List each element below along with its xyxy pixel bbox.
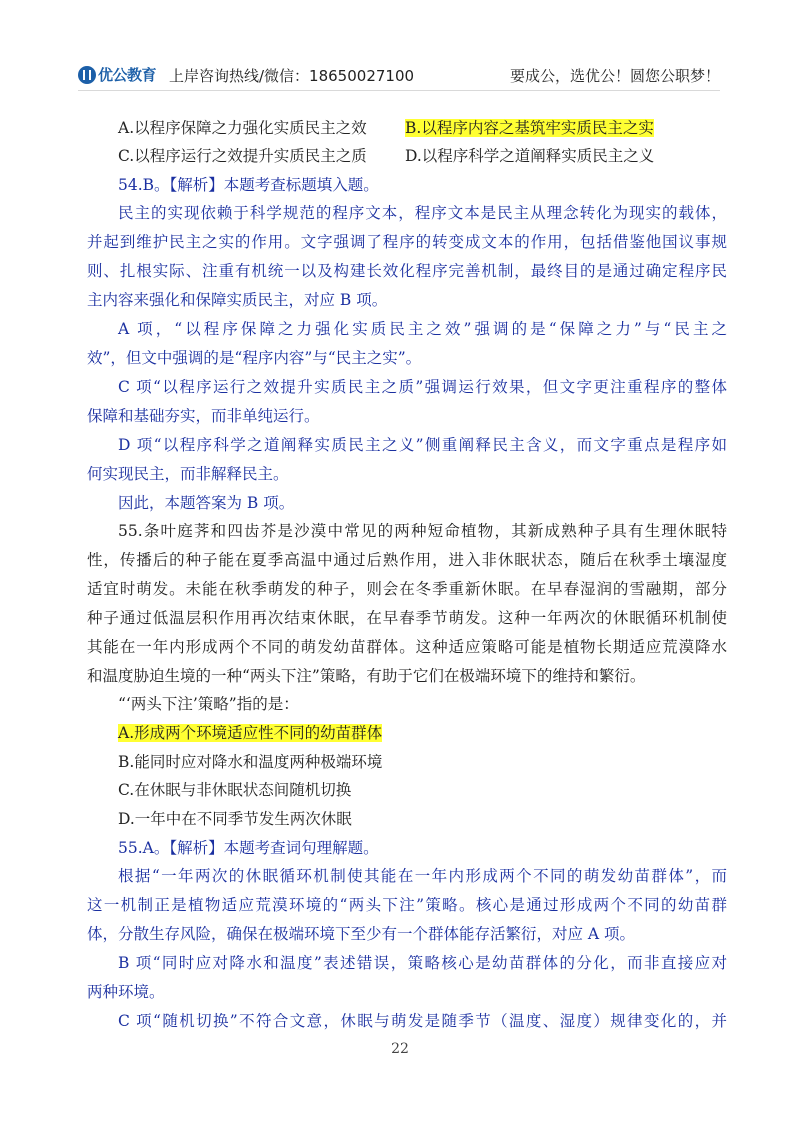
q54-option-d-analysis: 何实现民主，而非解释民主。 (87, 465, 289, 483)
q54-option-c-analysis: 保障和基础夯实，而非单纯运行。 (87, 407, 320, 425)
brand-name: 优公教育 (98, 66, 157, 84)
q54-conclusion: 因此，本题答案为 B 项。 (118, 494, 295, 512)
q55-option-b-analysis: B 项“同时应对降水和温度”表述错误，策略核心是幼苗群体的分化，而非直接应对 (118, 954, 727, 972)
q54-option-d-analysis: D 项“以程序科学之道阐释实质民主之义”侧重阐释民主含义，而文字重点是程序如 (118, 436, 727, 454)
q55-stem-line: 性，传播后的种子能在夏季高温中通过后熟作用，进入非休眠状态，随后在秋季土壤湿度 (87, 551, 727, 569)
page-header (78, 62, 720, 91)
q55-analysis-line: 根据“一年两次的休眠循环机制使其能在一年内形成两个不同的萌发幼苗群体”，而 (118, 867, 727, 885)
q55-analysis-line: 体，分散生存风险，确保在极端环境下至少有一个群体能存活繁衍，对应 A 项。 (87, 925, 636, 943)
q54-analysis-line: 民主的实现依赖于科学规范的程序文本，程序文本是民主从理念转化为现实的载体， (118, 204, 727, 222)
q55-stem-line: 种子通过低温层积作用再次结束休眠，在早春季节萌发。这种一年两次的休眠循环机制使 (87, 609, 727, 627)
page-number: 22 (391, 1041, 409, 1057)
brand-logo-icon (78, 66, 96, 84)
q54-option-b-highlight: B.以程序内容之基筑牢实质民主之实 (405, 119, 654, 137)
q55-stem-line: 其能在一年内形成两个不同的萌发幼苗群体。这种适应策略可能是植物长期适应荒漠降水 (87, 638, 727, 656)
q55-option-d: D.一年中在不同季节发生两次休眠 (118, 810, 352, 828)
q54-option-a-analysis: A 项，“以程序保障之力强化实质民主之效”强调的是“保障之力”与“民主之 (118, 320, 727, 338)
q54-analysis-line: 则、扎根实际、注重有机统一以及构建长效化程序完善机制，最终目的是通过确定程序民 (87, 262, 727, 280)
q54-analysis-line: 并起到维护民主之实的作用。文字强调了程序的转变成文本的作用，包括借鉴他国议事规 (87, 233, 727, 251)
q54-option-c-analysis: C 项“以程序运行之效提升实质民主之质”强调运行效果，但文字更注重程序的整体 (118, 378, 727, 396)
q55-stem-line: 55.条叶庭荠和四齿芥是沙漠中常见的两种短命植物，其新成熟种子具有生理休眠特 (118, 522, 727, 540)
q54-analysis-line: 主内容来强化和保障实质民主，对应 B 项。 (87, 291, 388, 309)
q54-option-a-analysis: 效”，但文中强调的是“程序内容”与“民主之实”。 (87, 349, 422, 367)
q55-option-c: C.在休眠与非休眠状态间随机切换 (118, 781, 352, 799)
q55-option-a (118, 723, 758, 743)
q55-analysis-line: 这一机制正是植物适应荒漠环境的“两头下注”策略。核心是通过形成两个不同的幼苗群 (87, 896, 727, 914)
brand-logo (78, 64, 156, 85)
q54-option-c: C.以程序运行之效提升实质民主之质 (118, 147, 367, 165)
q55-question: “‘两头下注’策略”指的是： (118, 695, 299, 713)
hotline-text: 上岸咨询热线/微信：18650027100 (169, 67, 415, 85)
q55-stem-line: 和温度胁迫生境的一种“两头下注”策略，有助于它们在极端环境下的维持和繁衍。 (87, 667, 646, 685)
q55-option-a-highlight: A.形成两个环境适应性不同的幼苗群体 (118, 724, 383, 742)
q54-answer-heading: 54.B。【解析】本题考查标题填入题。 (118, 176, 379, 194)
q55-option-b: B.能同时应对降水和温度两种极端环境 (118, 753, 383, 771)
q55-option-b-analysis: 两种环境。 (87, 983, 165, 1001)
q54-option-a: A.以程序保障之力强化实质民主之效 (118, 119, 367, 137)
q54-option-b (405, 118, 654, 138)
q55-option-c-analysis: C 项“随机切换”不符合文意，休眠与萌发是随季节（温度、湿度）规律变化的，并 (118, 1012, 727, 1030)
q55-stem-line: 适宜时萌发。未能在秋季萌发的种子，则会在冬季重新休眠。在早春湿润的雪融期，部分 (87, 580, 727, 598)
slogan-text: 要成公，选优公！圆您公职梦！ (509, 67, 720, 85)
q54-option-d: D.以程序科学之道阐释实质民主之义 (405, 147, 655, 165)
q55-answer-heading: 55.A。【解析】本题考查词句理解题。 (118, 839, 379, 857)
